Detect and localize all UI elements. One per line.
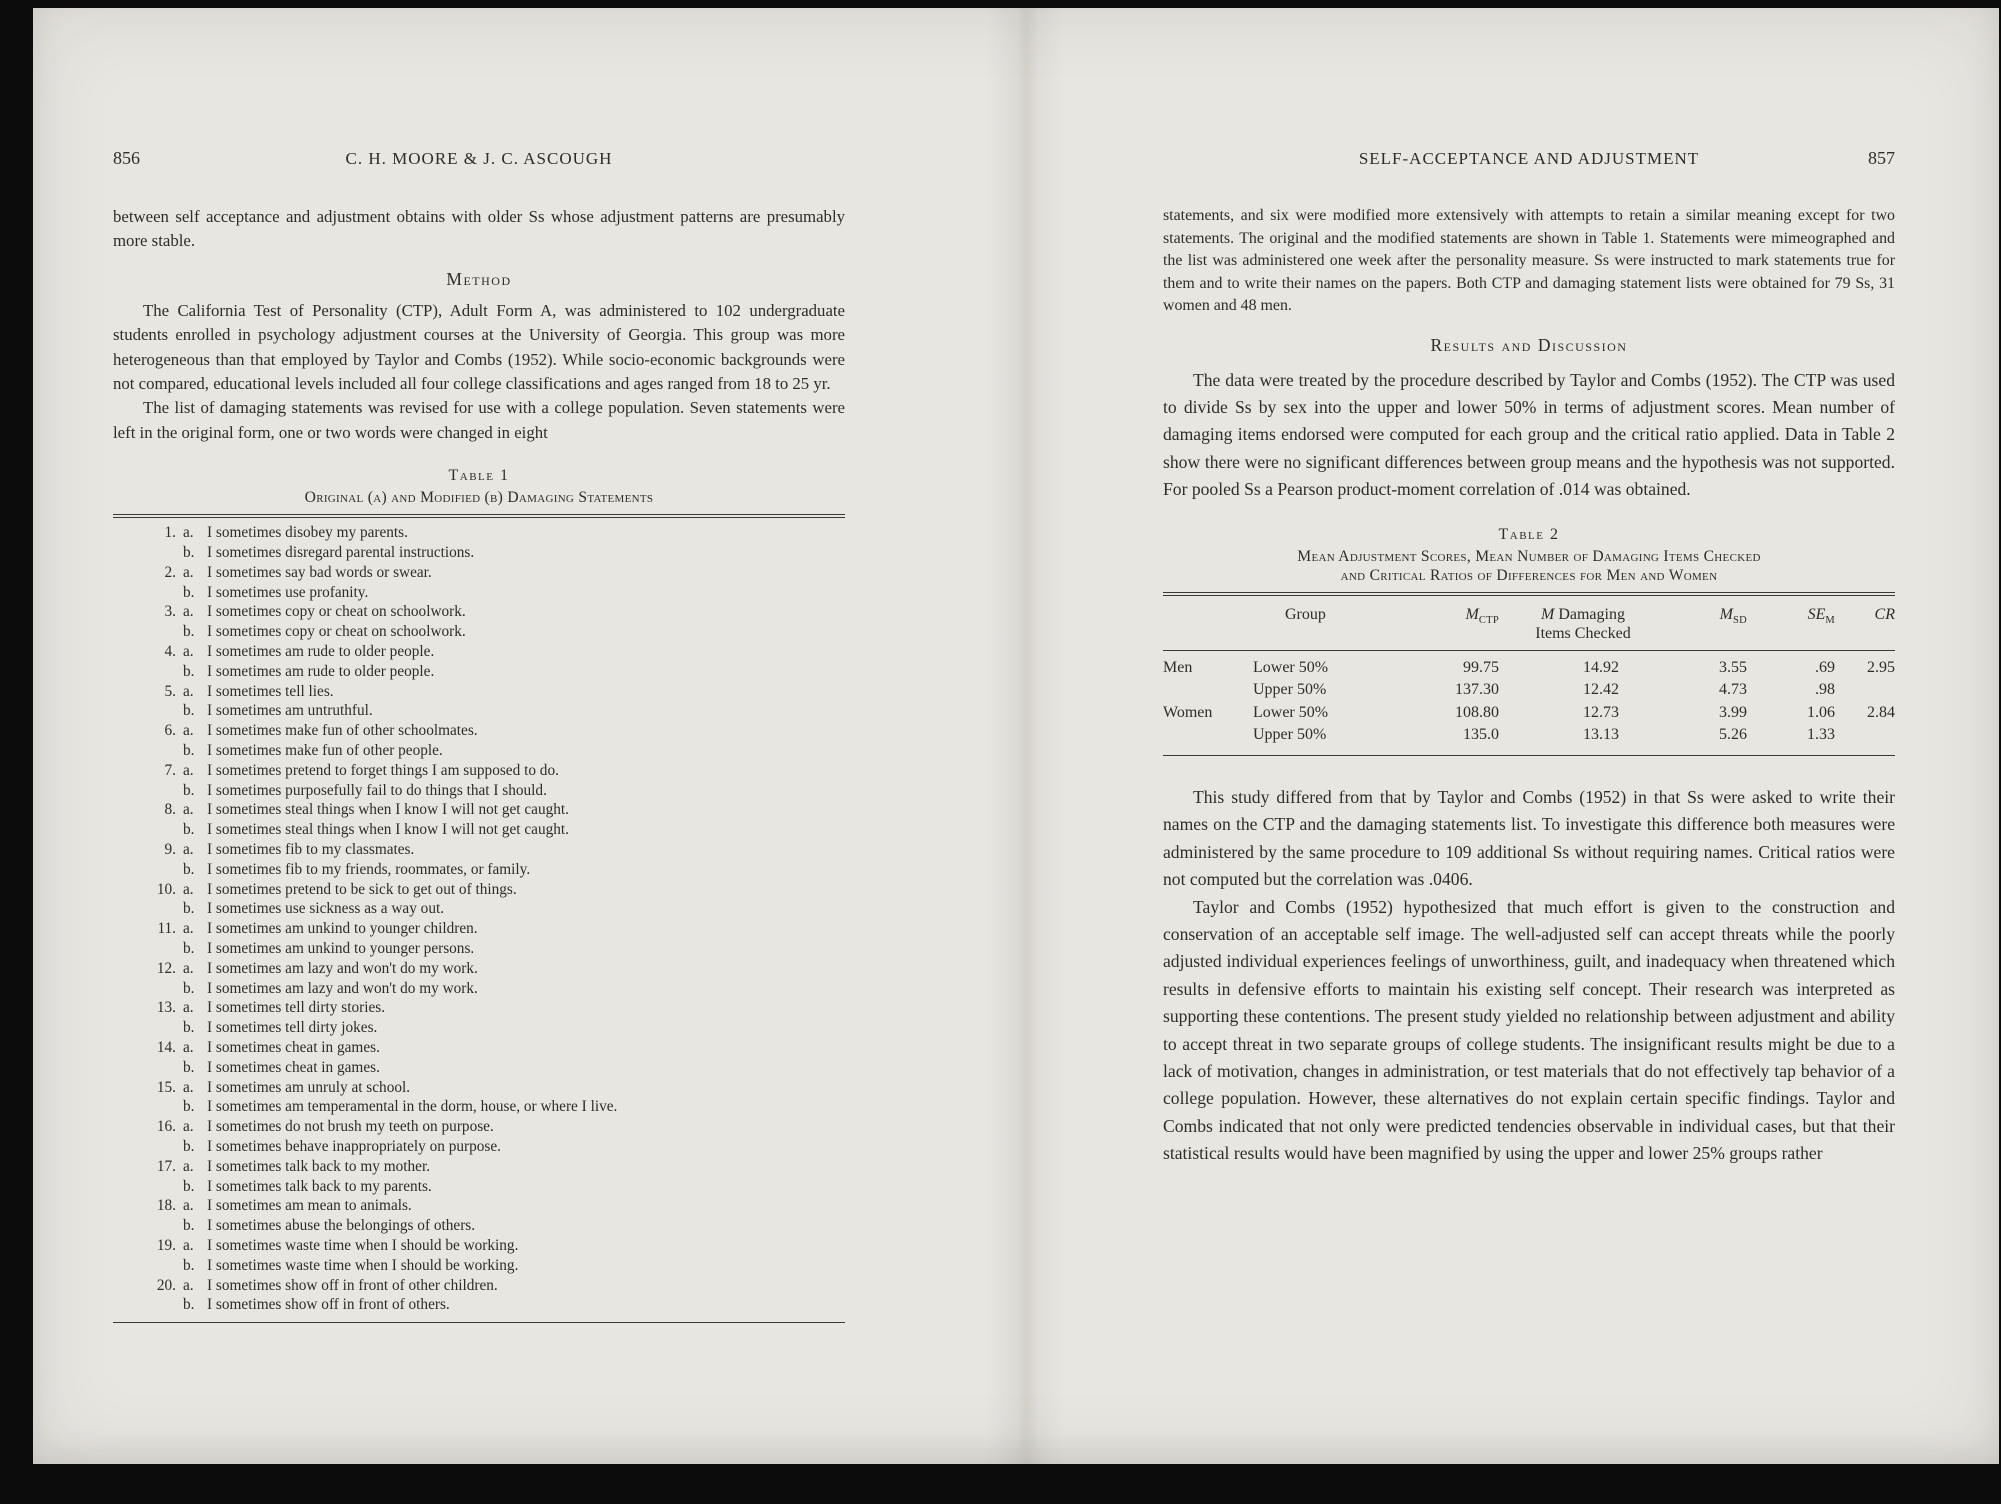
page-right [1163,148,1895,1168]
item-label-b: b. [183,781,195,799]
statement-a-text: I sometimes show off in front of other children. [207,1276,498,1294]
page-fold-shadow [985,8,1065,1464]
item-number-spacer [113,741,183,761]
statement-original [113,1236,845,1256]
statement-modified [113,1216,845,1236]
table-1-row [113,1196,845,1236]
item-number: 2. [164,563,176,581]
statement-modified [113,899,845,919]
item-label-a: a. [183,682,194,700]
statement-a-text: I sometimes am lazy and won't do my work. [207,959,478,977]
table-1-row [113,1078,845,1118]
item-label-b: b. [183,1217,195,1235]
table-1-row [113,1038,845,1078]
item-number: 5. [164,682,176,700]
table-1-row [113,959,845,999]
statement-original [113,959,845,979]
item-number-spacer [113,1216,183,1236]
cell-sem: 1.33 [1807,726,1835,744]
item-label-b: b. [183,1098,195,1116]
statement-b-text: I sometimes use profanity. [207,583,369,601]
statement-modified [113,781,845,801]
table-1-row [113,998,845,1038]
statement-modified [113,1137,845,1157]
cell-m-damaging: 14.92 [1583,658,1619,676]
item-number: 1. [164,524,176,542]
item-number: 13. [156,999,176,1017]
statement-modified [113,662,845,682]
item-label-a: a. [183,920,194,938]
item-label-a: a. [183,880,194,898]
cell-group: Upper 50% [1253,726,1327,744]
cell-mctp: 137.30 [1455,681,1499,699]
paragraph-method-1: The California Test of Personality (CTP), Adult Form A, was administered to 102 undergraduate students enrolled in psychology adjustment courses at the University of Georgia. This group was more heterogeneous than that employed by Taylor and Combs (1952). While socio-economic backgrounds were not compared, educational levels included all four college classifications and ages ranged from 18 to 25 yr. [113,300,845,394]
table-1-row [113,1117,845,1157]
item-number: 18. [156,1197,176,1215]
cell-m-damaging: 13.13 [1583,726,1619,744]
item-number-spacer [113,939,183,959]
item-label-b: b. [183,1019,195,1037]
running-head-right: SELF-ACCEPTANCE AND ADJUSTMENT [1358,149,1700,168]
item-number-spacer [113,583,183,603]
item-label-a: a. [183,1078,194,1096]
item-number: 20. [156,1276,176,1294]
statement-a-text: I sometimes tell lies. [207,682,334,700]
item-label-b: b. [183,821,195,839]
item-number: 12. [156,959,176,977]
page-number-right: 857 [1868,148,1895,168]
item-number: 6. [164,722,176,740]
paragraph-discussion-1: This study differed from that by Taylor and Combs (1952) in that Ss were asked to write their names on the CTP and the damaging statements list. To investigate this difference both measures were administered by the same procedure to 109 additional Ss without requiring names. Critical ratios were not computed but the correlation was .0406. [1163,786,1895,890]
item-number-spacer [113,1256,183,1276]
item-label-a: a. [183,999,194,1017]
statement-original [113,1196,845,1216]
statement-original [113,642,845,662]
table-2-subtitle-line2: and Critical Ratios of Differences for Men and Women [1340,566,1718,584]
item-number-spacer [113,1018,183,1038]
statement-modified [113,939,845,959]
statement-original [113,721,845,741]
table-2-rows [1163,651,1895,755]
statement-b-text: I sometimes talk back to my parents. [207,1177,432,1195]
page-number-left: 856 [113,148,140,168]
item-number-spacer [113,781,183,801]
item-label-b: b. [183,1177,195,1195]
statement-modified [113,979,845,999]
statement-original [113,761,845,781]
statement-b-text: I sometimes fib to my friends, roommates, or family. [207,860,531,878]
scanned-paper [33,8,1999,1464]
table-1-row [113,761,845,801]
statement-modified [113,701,845,721]
statement-original [113,800,845,820]
statement-b-text: I sometimes am untruthful. [207,702,373,720]
cell-sem: 1.06 [1807,703,1835,721]
statement-original [113,602,845,622]
cell-cr [1835,679,1895,702]
item-label-a: a. [183,643,194,661]
statement-b-text: I sometimes cheat in games. [207,1058,380,1076]
statement-original [113,1157,845,1177]
cell-mctp: 99.75 [1463,658,1499,676]
statement-b-text: I sometimes abuse the belongings of others. [207,1217,476,1235]
item-number: 11. [157,920,176,938]
statement-a-text: I sometimes make fun of other schoolmates. [207,722,478,740]
cell-cr: 2.84 [1867,703,1895,721]
table-1-row [113,721,845,761]
page-left-header [113,148,845,169]
item-label-a: a. [183,1118,194,1136]
item-number-spacer [113,1295,183,1315]
col-header-mctp: $M_{CTP}$ [1465,605,1499,626]
statement-original [113,523,845,543]
statement-original [113,563,845,583]
item-label-a: a. [183,1157,194,1175]
statement-b-text: I sometimes tell dirty jokes. [207,1019,378,1037]
item-label-a: a. [183,603,194,621]
table-row [1163,657,1895,680]
paragraph-discussion-2: Taylor and Combs (1952) hypothesized that much effort is given to the construction and conservation of an acceptable self image. The well-adjusted self can accept threats while the poorly adjusted individual experiences feelings of unworthiness, guilt, and inadequacy when threatened which results in defensive efforts to maintain his existing self concept. Their research was interpreted as supporting these contentions. The present study yielded no relationship between adjustment and ability to accept threat in two separate groups of college students. The insignificant results might be due to a lack of motivation, changes in administration, or test materials that do not effectively tap behavior of a college population. However, these alternatives do not explain certain specific findings. Taylor and Combs indicated that not only were predicted tendencies observable in individual cases, but that their statistical results would have been magnified by using the upper and lower 25% groups rather [1163,896,1895,1164]
statement-original [113,840,845,860]
col-header-group: Group [1285,605,1326,623]
statement-b-text: I sometimes purposefully fail to do things that I should. [207,781,547,799]
item-number-spacer [113,662,183,682]
item-label-b: b. [183,702,195,720]
statement-modified [113,860,845,880]
item-label-b: b. [183,939,195,957]
paragraph-method-2: The list of damaging statements was revised for use with a college population. Seven statements were left in the original form, one or two words were changed in eight [113,398,845,442]
item-number-spacer [113,701,183,721]
item-number: 4. [164,643,176,661]
cell-msd: 3.55 [1719,658,1747,676]
cell-sex [1163,679,1245,702]
statement-b-text: I sometimes make fun of other people. [207,742,443,760]
table-2-subtitle-line1: Mean Adjustment Scores, Mean Number of Damaging Items Checked [1297,547,1761,565]
table-row [1163,724,1895,747]
table-2-bottom-rule [1163,755,1895,756]
statement-modified [113,543,845,563]
cell-sem: .69 [1815,658,1835,676]
statement-b-text: I sometimes disregard parental instructions. [207,544,475,562]
statement-b-text: I sometimes use sickness as a way out. [207,900,445,918]
statement-a-text: I sometimes fib to my classmates. [207,841,415,858]
item-number-spacer [113,1137,183,1157]
statement-b-text: I sometimes waste time when I should be working. [207,1256,519,1274]
item-label-b: b. [183,662,195,680]
statement-a-text: I sometimes pretend to forget things I am supposed to do. [207,761,559,779]
item-number: 17. [156,1157,176,1175]
item-label-b: b. [183,742,195,760]
item-number: 14. [156,1038,176,1056]
statement-a-text: I sometimes say bad words or swear. [207,563,432,581]
item-number-spacer [113,860,183,880]
item-label-b: b. [183,544,195,562]
item-number-spacer [113,979,183,999]
item-number: 8. [164,801,176,819]
statement-a-text: I sometimes do not brush my teeth on purpose. [207,1118,494,1136]
results-heading: Results and Discussion [1430,334,1628,355]
paragraph-continuation: between self acceptance and adjustment obtains with older Ss whose adjustment patterns are presumably more stable. [113,207,845,251]
table-2-subtitle [1163,547,1895,585]
method-heading: Method [446,268,512,289]
cell-sex [1163,724,1245,747]
statement-a-text: I sometimes am rude to older people. [207,643,435,661]
table-1-row [113,682,845,722]
statement-a-text: I sometimes cheat in games. [207,1038,380,1056]
statement-modified [113,1256,845,1276]
statement-a-text: I sometimes am unkind to younger children. [207,920,478,938]
item-label-b: b. [183,623,195,641]
statement-a-text: I sometimes copy or cheat on schoolwork. [207,603,466,621]
item-label-a: a. [183,1276,194,1294]
item-number: 7. [164,761,176,779]
statement-modified [113,1097,845,1117]
item-label-a: a. [183,1197,194,1215]
table-1-row [113,1236,845,1276]
item-label-a: a. [183,1236,194,1254]
cell-group: Lower 50% [1253,658,1329,676]
cell-sem: .98 [1815,681,1835,699]
item-number: 3. [164,603,176,621]
statement-modified [113,820,845,840]
cell-sex: Men [1163,658,1193,676]
cell-m-damaging: 12.42 [1583,681,1619,699]
cell-cr [1835,724,1895,747]
statement-b-text: I sometimes am unkind to younger persons. [207,939,475,957]
page-right-header [1163,148,1895,169]
item-label-b: b. [183,1296,195,1314]
statement-modified [113,1295,845,1315]
item-label-b: b. [183,583,195,601]
item-label-b: b. [183,900,195,918]
cell-m-damaging: 12.73 [1583,703,1619,721]
item-label-b: b. [183,860,195,878]
item-label-b: b. [183,979,195,997]
statement-original [113,1276,845,1296]
table-1-row [113,1276,845,1316]
table-1-subtitle: Original (a) and Modified (b) Damaging Statements [304,489,654,507]
table-2-title: Table 2 [1498,525,1560,543]
statement-modified [113,1177,845,1197]
item-label-a: a. [183,761,194,779]
statement-original [113,998,845,1018]
statement-original [113,1117,845,1137]
statement-b-text: I sometimes am temperamental in the dorm, house, or where I live. [207,1098,618,1116]
item-number-spacer [113,543,183,563]
statement-a-text: I sometimes waste time when I should be working. [207,1236,519,1254]
cell-mctp: 135.0 [1463,726,1499,744]
page-left [113,148,845,1323]
statement-b-text: I sometimes show off in front of others. [207,1296,450,1314]
table-row [1163,702,1895,725]
statement-b-text: I sometimes copy or cheat on schoolwork. [207,623,466,641]
table-1-row [113,563,845,603]
table-1-row [113,919,845,959]
item-number: 15. [156,1078,176,1096]
cell-group: Upper 50% [1253,681,1327,699]
running-head-left: C. H. MOORE & J. C. ASCOUGH [345,149,613,168]
table-1-row [113,523,845,563]
item-label-b: b. [183,1256,195,1274]
table-1-row [113,840,845,880]
item-label-a: a. [183,959,194,977]
table-row [1163,679,1895,702]
statement-b-text: I sometimes am lazy and won't do my work. [207,979,478,997]
table-1-bottom-rule [113,1322,845,1323]
table-1-title: Table 1 [448,467,510,485]
statement-original [113,919,845,939]
item-label-b: b. [183,1058,195,1076]
item-number-spacer [113,622,183,642]
paragraph-results-1: The data were treated by the procedure described by Taylor and Combs (1952). The CTP was used to divide Ss by sex into the upper and lower 50% in terms of adjustment scores. Mean number of damaging items endorsed were computed for each group and the critical ratio applied. Data in Table 2 show there were no significant differences between group means and the hypothesis was not supported. For pooled Ss a Pearson product-moment correlation of .014 was obtained. [1163,369,1895,500]
statement-original [113,1038,845,1058]
statement-original [113,880,845,900]
paragraph-continuation: statements, and six were modified more extensively with attempts to retain a similar meaning except for two statements. The original and the modified statements are shown in Table 1. Statements were mimeographed and the list was administered one week after the personality measure. Ss were instructed to mark statements true for them and to write their names on the papers. Both CTP and damaging statement lists were obtained for 79 Ss, 31 women and 48 men. [1163,207,1895,314]
statement-b-text: I sometimes am rude to older people. [207,662,435,680]
col-header-cr: CR [1874,605,1895,623]
item-number-spacer [113,1177,183,1197]
statement-b-text: I sometimes behave inappropriately on purpose. [207,1137,501,1155]
table-1-row [113,642,845,682]
statement-modified [113,741,845,761]
statement-original [113,682,845,702]
cell-msd: 5.26 [1719,726,1747,744]
statement-modified [113,1018,845,1038]
cell-sex: Women [1163,703,1213,721]
col-header-sem: $SE_M$ [1807,605,1835,626]
statement-a-text: I sometimes disobey my parents. [207,524,408,542]
item-number: 9. [164,841,176,858]
item-number: 10. [156,880,176,898]
statement-modified [113,583,845,603]
statement-a-text: I sometimes pretend to be sick to get out of things. [207,880,517,898]
table-1-row [113,800,845,840]
table-1-row [113,880,845,920]
item-number-spacer [113,820,183,840]
item-label-a: a. [183,801,194,819]
item-label-a: a. [183,524,194,542]
item-label-b: b. [183,1137,195,1155]
statement-modified [113,622,845,642]
statement-modified [113,1058,845,1078]
statement-a-text: I sometimes steal things when I know I will not get caught. [207,801,569,819]
col-header-m-damaging: M Damaging Items Checked [1535,605,1631,642]
cell-mctp: 108.80 [1455,703,1499,721]
table-1-row [113,602,845,642]
item-number-spacer [113,1097,183,1117]
item-number: 16. [156,1118,176,1136]
cell-msd: 3.99 [1719,703,1747,721]
col-header-msd: $M_{SD}$ [1719,605,1747,626]
table-1 [113,467,845,1323]
statement-b-text: I sometimes steal things when I know I will not get caught. [207,821,569,839]
statement-a-text: I sometimes talk back to my mother. [207,1157,431,1175]
statement-a-text: I sometimes am unruly at school. [207,1078,411,1096]
item-label-a: a. [183,1038,194,1056]
cell-msd: 4.73 [1719,681,1747,699]
table-2-column-headers [1163,596,1895,651]
item-label-a: a. [183,841,194,858]
item-number-spacer [113,1058,183,1078]
statement-a-text: I sometimes tell dirty stories. [207,999,386,1017]
item-label-a: a. [183,722,194,740]
item-number-spacer [113,899,183,919]
cell-cr: 2.95 [1867,658,1895,676]
table-1-items [113,518,845,1322]
item-number: 19. [156,1236,176,1254]
table-2 [1163,526,1895,756]
table-1-row [113,1157,845,1197]
cell-group: Lower 50% [1253,703,1329,721]
item-label-a: a. [183,563,194,581]
statement-original [113,1078,845,1098]
statement-a-text: I sometimes am mean to animals. [207,1197,412,1215]
